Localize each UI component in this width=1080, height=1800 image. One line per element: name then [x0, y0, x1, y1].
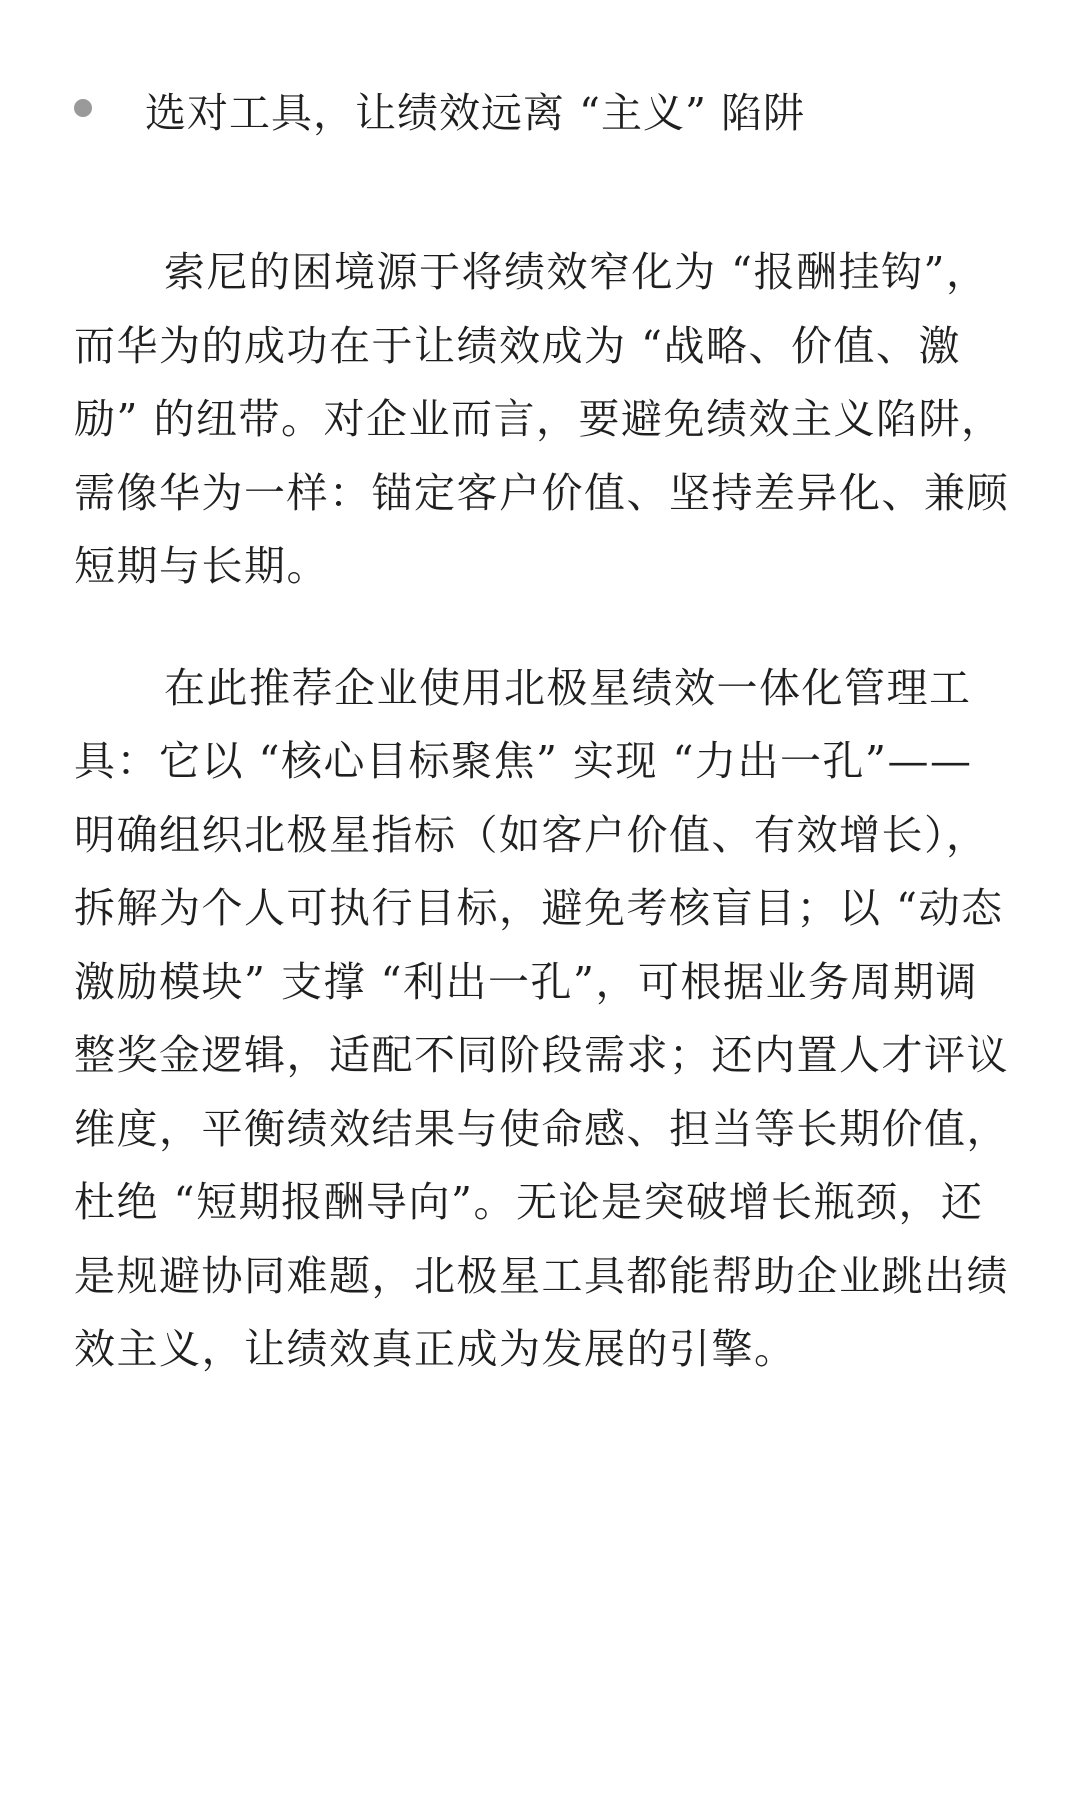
paragraph-sony-huawei: 索尼的困境源于将绩效窄化为 “报酬挂钩”，而华为的成功在于让绩效成为 “战略、价值、激励” 的纽带。对企业而言，要避免绩效主义陷阱，需像华为一样：锚定客户价值、坚持差异化、兼顾短期与长期。	[74, 248, 1009, 590]
section-heading-row	[74, 78, 1016, 148]
paragraph-northstar-tool: 在此推荐企业使用北极星绩效一体化管理工具：它以 “核心目标聚焦” 实现 “力出一孔”—— 明确组织北极星指标（如客户价值、有效增长），拆解为个人可执行目标，避免考核盲目；以 “动态激励模块” 支撑 “利出一孔”，可根据业务周期调整奖金逻辑，适配不同阶段需求；还内置人才评议维度，平衡绩效结果与使命感、担当等长期价值，杜绝 “短期报酬导向”。无论是突破增长瓶颈，还是规避协同难题，北极星工具都能帮助企业跳出绩效主义，让绩效真正成为发展的引擎。	[74, 663, 1009, 1373]
bullet-dot-icon	[74, 99, 92, 117]
section-heading: 选对工具，让绩效远离 “主义” 陷阱	[145, 89, 805, 137]
article-body	[74, 78, 1016, 1435]
